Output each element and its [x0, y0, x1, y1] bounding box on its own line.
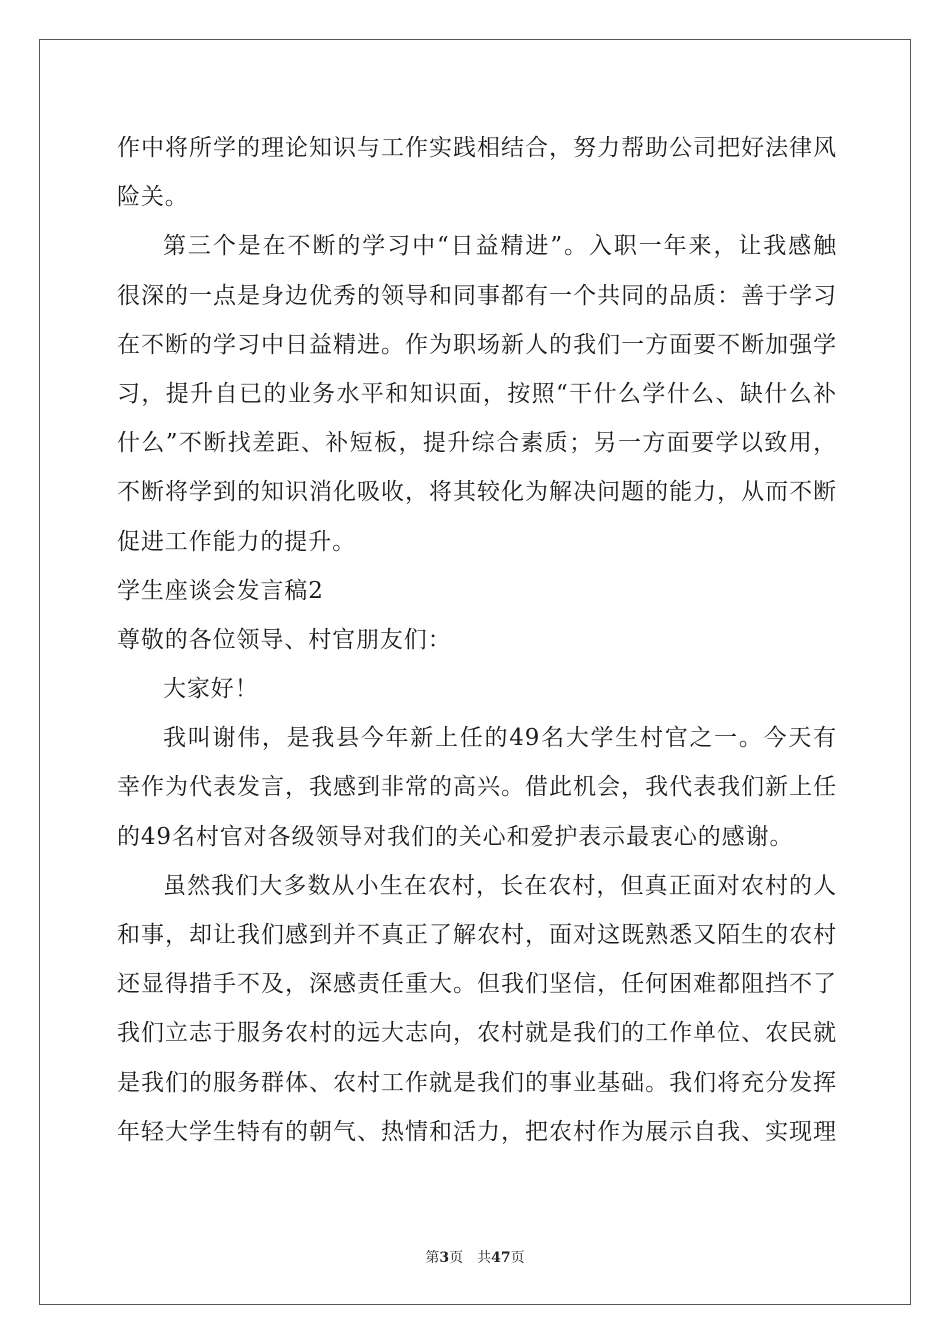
text-line: 尊敬的各位领导、村官朋友们：: [117, 626, 452, 653]
text-line: 我们立志于服务农村的远大志向，农村就是我们的工作单位、农民就: [117, 1020, 837, 1047]
total-suffix: 页: [510, 1250, 525, 1266]
text-line: 虽然我们大多数从小生在农村，长在农村，但真正面对农村的人: [163, 872, 837, 899]
text-line: 在不断的学习中日益精进。作为职场新人的我们一方面要不断加强学: [117, 331, 837, 358]
text-line: 的49名村官对各级领导对我们的关心和爱护表示最衷心的感谢。: [117, 823, 794, 850]
total-prefix: 共: [477, 1250, 492, 1266]
text-line: 促进工作能力的提升。: [117, 528, 356, 555]
text-line: 是我们的服务群体、农村工作就是我们的事业基础。我们将充分发挥: [117, 1069, 837, 1096]
text-line: 不断将学到的知识消化吸收，将其较化为解决问题的能力，从而不断: [117, 479, 837, 506]
page-footer: [0, 1247, 950, 1267]
total-pages: 47: [491, 1250, 511, 1266]
text-line: 作中将所学的理论知识与工作实践相结合，努力帮助公司把好法律风: [117, 135, 837, 161]
text-line: 还显得措手不及，深感责任重大。但我们坚信，任何困难都阻挡不了: [117, 971, 837, 998]
text-line: 我叫谢伟，是我县今年新上任的49名大学生村官之一。今天有: [163, 725, 837, 752]
text-line: 很深的一点是身边优秀的领导和同事都有一个共同的品质：善于学习: [117, 282, 837, 309]
text-line: 习，提升自已的业务水平和知识面，按照“干什么学什么、缺什么补: [117, 380, 837, 407]
text-line: 大家好！: [163, 676, 259, 703]
page-number: 3: [439, 1250, 450, 1266]
page-suffix: 页: [449, 1250, 464, 1266]
text-line: 什么”不断找差距、补短板，提升综合素质；另一方面要学以致用，: [117, 430, 837, 457]
text-line: 年轻大学生特有的朝气、热情和活力，把农村作为展示自我、实现理: [117, 1118, 837, 1145]
text-line: 学生座谈会发言稿2: [117, 577, 324, 604]
text-line: 第三个是在不断的学习中“日益精进”。入职一年来，让我感触: [163, 233, 837, 260]
text-line: 险关。: [117, 184, 189, 211]
document-body: [117, 124, 837, 1157]
text-line: 幸作为代表发言，我感到非常的高兴。借此机会，我代表我们新上任: [117, 774, 837, 801]
page-prefix: 第: [425, 1250, 440, 1266]
text-line: 和事，却让我们感到并不真正了解农村，面对这既熟悉又陌生的农村: [117, 922, 837, 948]
